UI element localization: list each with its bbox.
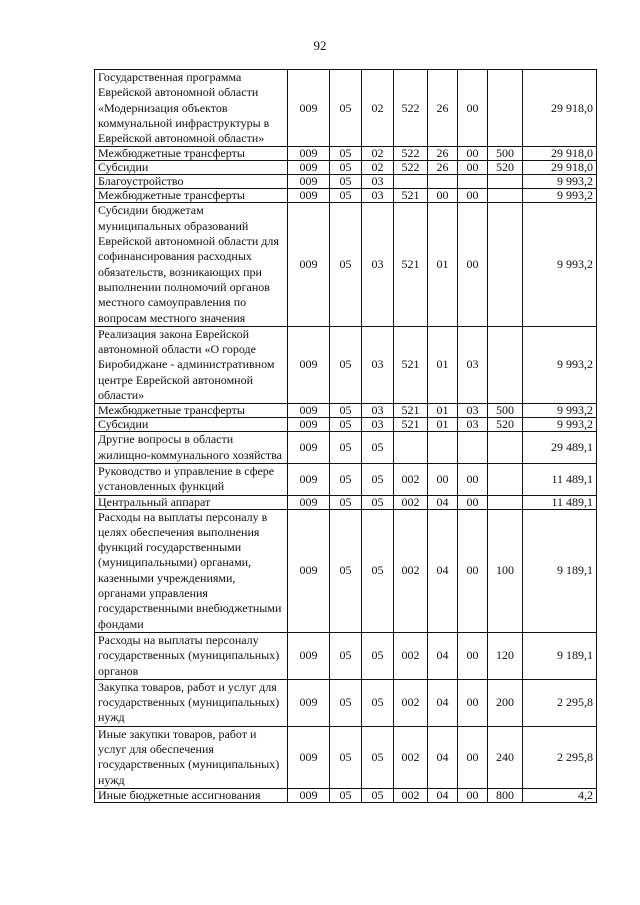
target-article-code-part1: 002 [394,788,428,802]
target-article-code-part3: 00 [458,147,488,161]
target-article-code-part1: 522 [394,161,428,175]
ministry-code-cell: 009 [288,326,330,403]
row-name-cell: Расходы на выплаты персоналу в целях обеспечения выполнения функций государственными (муниципальными) органами, казенными учреждениями, органами управления государственными внебюджетными фондами [95,509,288,632]
target-article-code-part1 [394,175,428,189]
target-article-code-part3: 00 [458,788,488,802]
subsection-code-cell: 03 [362,189,394,203]
subsection-code-cell: 05 [362,463,394,495]
subsection-code-cell: 05 [362,632,394,679]
row-name-cell: Другие вопросы в области жилищно-коммунального хозяйства [95,432,288,464]
target-article-code-part2: 04 [428,679,458,726]
target-article-code-part3: 00 [458,203,488,326]
target-article-code-part1: 002 [394,495,428,509]
amount-cell: 29 918,0 [523,147,597,161]
subsection-code-cell: 05 [362,509,394,632]
target-article-code-part1: 521 [394,189,428,203]
target-article-code-part1: 522 [394,70,428,147]
target-article-code-part1: 521 [394,404,428,418]
target-article-code-part2: 04 [428,632,458,679]
expense-type-code-cell [488,175,523,189]
table-row [95,679,597,726]
ministry-code-cell: 009 [288,404,330,418]
target-article-code-part3: 00 [458,679,488,726]
target-article-code-part3: 00 [458,189,488,203]
subsection-code-cell: 02 [362,161,394,175]
target-article-code-part2: 26 [428,147,458,161]
amount-cell: 2 295,8 [523,679,597,726]
ministry-code-cell: 009 [288,70,330,147]
target-article-code-part1: 522 [394,147,428,161]
target-article-code-part1: 521 [394,203,428,326]
section-code-cell: 05 [330,147,362,161]
section-code-cell: 05 [330,463,362,495]
expense-type-code-cell: 200 [488,679,523,726]
target-article-code-part3: 03 [458,326,488,403]
expense-type-code-cell [488,495,523,509]
section-code-cell: 05 [330,404,362,418]
expense-type-code-cell: 500 [488,147,523,161]
target-article-code-part1: 521 [394,418,428,432]
expense-type-code-cell [488,326,523,403]
table-row [95,418,597,432]
row-name-cell: Реализация закона Еврейской автономной области «О городе Биробиджане - административном центре Еврейской автономной области» [95,326,288,403]
ministry-code-cell: 009 [288,726,330,788]
target-article-code-part1: 002 [394,726,428,788]
target-article-code-part3: 00 [458,509,488,632]
subsection-code-cell: 03 [362,404,394,418]
ministry-code-cell: 009 [288,432,330,464]
target-article-code-part1: 002 [394,632,428,679]
subsection-code-cell: 03 [362,418,394,432]
amount-cell: 9 993,2 [523,418,597,432]
ministry-code-cell: 009 [288,175,330,189]
amount-cell: 9 189,1 [523,509,597,632]
row-name-cell: Расходы на выплаты персоналу государственных (муниципальных) органов [95,632,288,679]
row-name-cell: Субсидии бюджетам муниципальных образований Еврейской автономной области для софинансирования расходных обязательств, возникающих при выполнении полномочий органов местного самоуправления по вопросам местного значения [95,203,288,326]
amount-cell: 9 993,2 [523,404,597,418]
target-article-code-part2: 04 [428,726,458,788]
row-name-cell: Центральный аппарат [95,495,288,509]
section-code-cell: 05 [330,726,362,788]
expense-type-code-cell: 100 [488,509,523,632]
target-article-code-part1: 002 [394,463,428,495]
section-code-cell: 05 [330,509,362,632]
section-code-cell: 05 [330,326,362,403]
expense-type-code-cell: 240 [488,726,523,788]
section-code-cell: 05 [330,788,362,802]
expense-type-code-cell [488,70,523,147]
target-article-code-part3: 03 [458,404,488,418]
table-body [95,70,597,803]
subsection-code-cell: 02 [362,70,394,147]
target-article-code-part3: 00 [458,632,488,679]
section-code-cell: 05 [330,70,362,147]
amount-cell: 9 993,2 [523,203,597,326]
amount-cell: 29 489,1 [523,432,597,464]
table-row [95,203,597,326]
target-article-code-part2 [428,175,458,189]
row-name-cell: Благоустройство [95,175,288,189]
amount-cell: 9 993,2 [523,189,597,203]
subsection-code-cell: 05 [362,679,394,726]
target-article-code-part2: 26 [428,70,458,147]
subsection-code-cell: 05 [362,432,394,464]
target-article-code-part1: 002 [394,679,428,726]
ministry-code-cell: 009 [288,632,330,679]
section-code-cell: 05 [330,161,362,175]
ministry-code-cell: 009 [288,161,330,175]
section-code-cell: 05 [330,432,362,464]
target-article-code-part3: 00 [458,70,488,147]
subsection-code-cell: 03 [362,203,394,326]
expense-type-code-cell: 800 [488,788,523,802]
target-article-code-part2: 04 [428,495,458,509]
amount-cell: 9 189,1 [523,632,597,679]
target-article-code-part2: 01 [428,418,458,432]
target-article-code-part2: 01 [428,404,458,418]
expense-type-code-cell: 120 [488,632,523,679]
expense-type-code-cell [488,432,523,464]
row-name-cell: Руководство и управление в сфере установленных функций [95,463,288,495]
table-row [95,495,597,509]
table-row [95,632,597,679]
table-row [95,404,597,418]
subsection-code-cell: 03 [362,326,394,403]
expense-type-code-cell: 520 [488,418,523,432]
table-row [95,788,597,802]
table-row [95,463,597,495]
row-name-cell: Межбюджетные трансферты [95,147,288,161]
amount-cell: 11 489,1 [523,495,597,509]
subsection-code-cell: 05 [362,495,394,509]
row-name-cell: Государственная программа Еврейской автономной области «Модернизация объектов коммунальной инфраструктуры в Еврейской автономной области» [95,70,288,147]
target-article-code-part3: 00 [458,161,488,175]
target-article-code-part3 [458,432,488,464]
amount-cell: 11 489,1 [523,463,597,495]
ministry-code-cell: 009 [288,418,330,432]
target-article-code-part2: 01 [428,326,458,403]
ministry-code-cell: 009 [288,788,330,802]
table-row [95,70,597,147]
table-row [95,147,597,161]
amount-cell: 29 918,0 [523,70,597,147]
target-article-code-part1 [394,432,428,464]
expense-type-code-cell [488,189,523,203]
ministry-code-cell: 009 [288,147,330,161]
table-row [95,326,597,403]
expense-type-code-cell [488,463,523,495]
target-article-code-part2: 04 [428,788,458,802]
target-article-code-part3: 00 [458,495,488,509]
table-row [95,189,597,203]
target-article-code-part1: 521 [394,326,428,403]
amount-cell: 4,2 [523,788,597,802]
expense-type-code-cell: 520 [488,161,523,175]
row-name-cell: Субсидии [95,418,288,432]
section-code-cell: 05 [330,679,362,726]
target-article-code-part3: 03 [458,418,488,432]
table-row [95,432,597,464]
row-name-cell: Иные закупки товаров, работ и услуг для обеспечения государственных (муниципальных) нужд [95,726,288,788]
target-article-code-part2 [428,432,458,464]
ministry-code-cell: 009 [288,495,330,509]
section-code-cell: 05 [330,495,362,509]
amount-cell: 2 295,8 [523,726,597,788]
ministry-code-cell: 009 [288,679,330,726]
section-code-cell: 05 [330,632,362,679]
section-code-cell: 05 [330,203,362,326]
table-row [95,726,597,788]
amount-cell: 9 993,2 [523,326,597,403]
page-number: 92 [313,38,327,53]
section-code-cell: 05 [330,418,362,432]
target-article-code-part2: 01 [428,203,458,326]
subsection-code-cell: 03 [362,175,394,189]
amount-cell: 9 993,2 [523,175,597,189]
target-article-code-part2: 04 [428,509,458,632]
row-name-cell: Закупка товаров, работ и услуг для государственных (муниципальных) нужд [95,679,288,726]
row-name-cell: Межбюджетные трансферты [95,404,288,418]
subsection-code-cell: 02 [362,147,394,161]
target-article-code-part3: 00 [458,463,488,495]
target-article-code-part2: 00 [428,463,458,495]
table-row [95,509,597,632]
expense-type-code-cell: 500 [488,404,523,418]
target-article-code-part3: 00 [458,726,488,788]
target-article-code-part2: 00 [428,189,458,203]
ministry-code-cell: 009 [288,463,330,495]
table-row [95,175,597,189]
target-article-code-part1: 002 [394,509,428,632]
budget-table [94,69,597,803]
row-name-cell: Иные бюджетные ассигнования [95,788,288,802]
row-name-cell: Субсидии [95,161,288,175]
ministry-code-cell: 009 [288,189,330,203]
target-article-code-part2: 26 [428,161,458,175]
subsection-code-cell: 05 [362,788,394,802]
ministry-code-cell: 009 [288,509,330,632]
table-row [95,161,597,175]
section-code-cell: 05 [330,175,362,189]
subsection-code-cell: 05 [362,726,394,788]
amount-cell: 29 918,0 [523,161,597,175]
row-name-cell: Межбюджетные трансферты [95,189,288,203]
target-article-code-part3 [458,175,488,189]
section-code-cell: 05 [330,189,362,203]
ministry-code-cell: 009 [288,203,330,326]
expense-type-code-cell [488,203,523,326]
